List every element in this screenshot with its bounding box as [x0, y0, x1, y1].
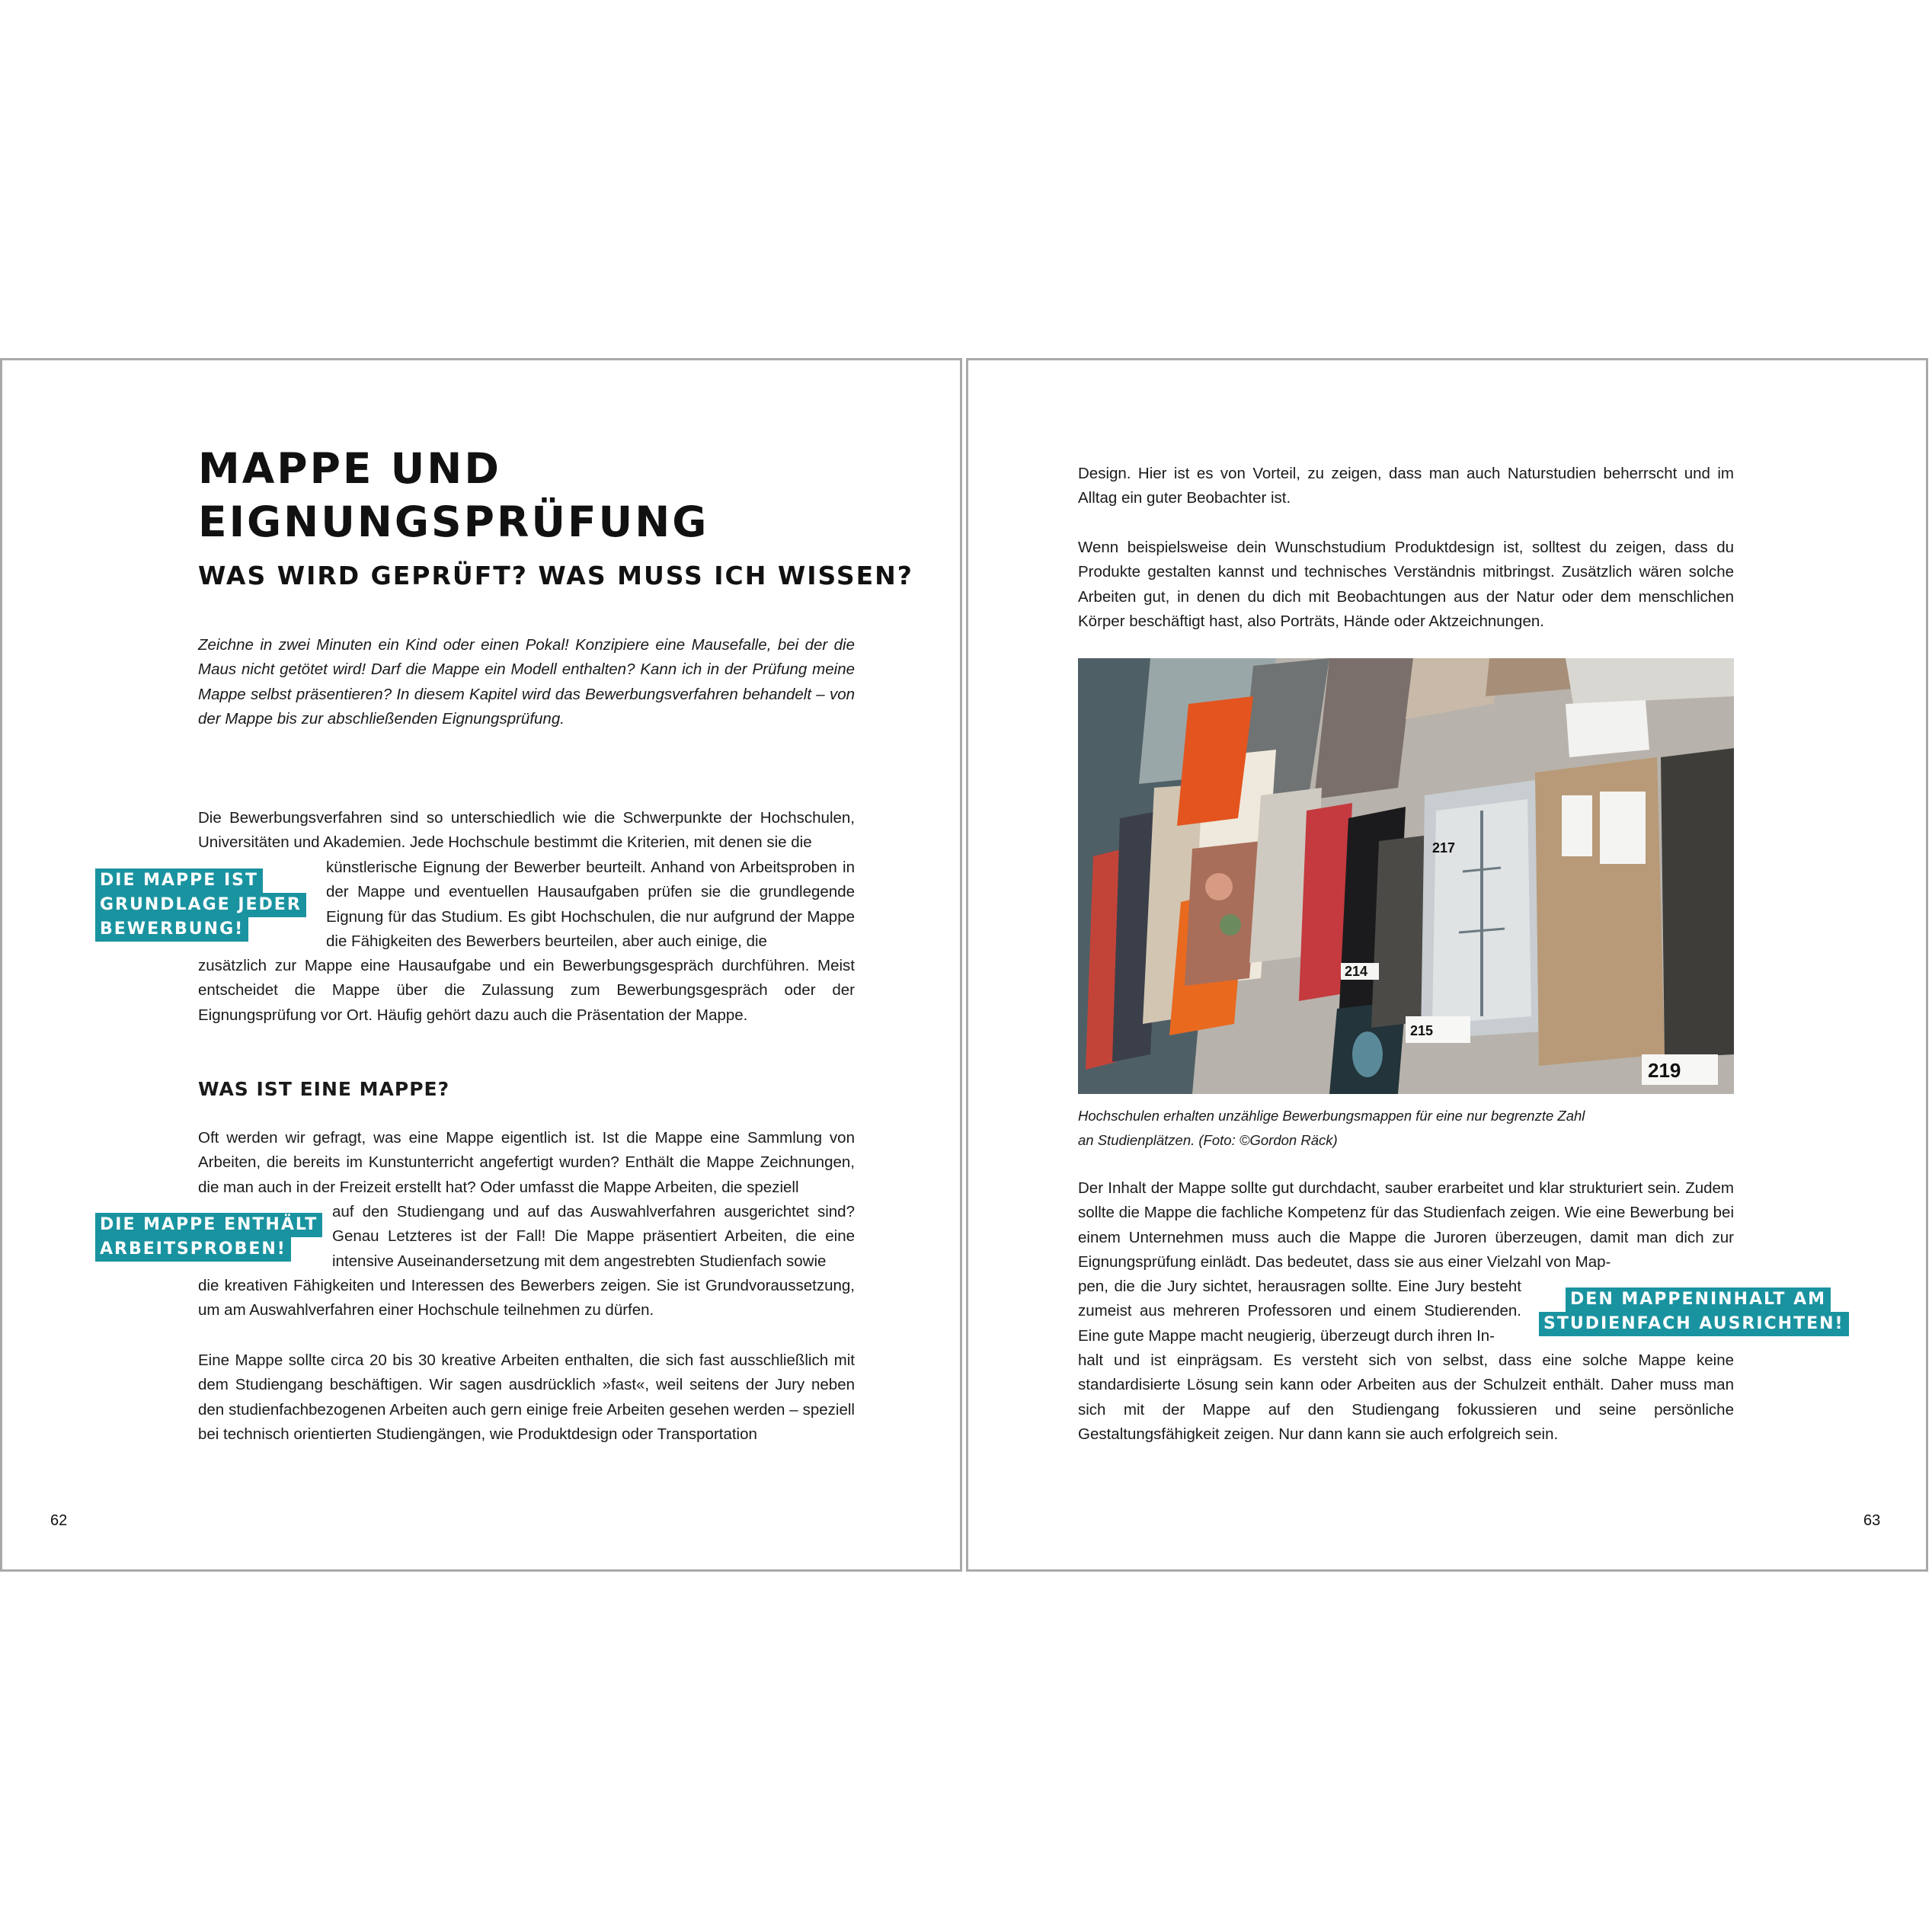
page-title: [198, 442, 709, 549]
intro-paragraph: Zeichne in zwei Minuten ein Kind oder einen Pokal! Konzipiere eine Mausefalle, bei der die Maus nicht getötet wird! Darf die Mappe ein Modell enthalten? Kann ich in der Prüfung meine Mappe selbst präsentieren? In diesem Kapitel wird das Bewerbungsverfahren behandelt – von der Mappe bis zur abschließenden Eignungsprüfung.: [198, 636, 855, 728]
callout-line: GRUNDLAGE JEDER: [95, 893, 306, 917]
page-number-right: 63: [1863, 1512, 1881, 1529]
right-paragraph-3a: Der Inhalt der Mappe sollte gut durchdacht, sauber erarbeitet und klar strukturiert sein. Zudem sollte die Mappe die fachliche Kompetenz für das Studienfach zeigen. Wie eine Bewerbung bei einem Unternehmen muss auch die Mappe die Juroren überzeugen, damit man dich zur Eignungsprüfung einlädt. Das bedeutet, dass sie aus einer Vielzahl von Map-: [1078, 1179, 1734, 1271]
page-number-left: 62: [50, 1512, 68, 1529]
right-paragraph-2: Wenn beispielsweise dein Wunschstudium Produktdesign ist, solltest du zeigen, dass du Produkte gestalten kannst und technisches Verständnis mitbringst. Zusätzlich wären solche Arbeiten gut, in denen du dich mit Beobachtungen aus der Natur oder dem menschlichen Körper beschäftigt hast, also Porträts, Hände oder Aktzeichnungen.: [1078, 539, 1734, 631]
section-heading: WAS IST EINE MAPPE?: [198, 1078, 450, 1100]
callout-arbeitsproben: [95, 1213, 322, 1262]
callout-line: DIE MAPPE ENTHÄLT: [95, 1213, 322, 1237]
body-paragraph-1b: künstlerische Eignung der Bewerber beurteilt. Anhand von Arbeitsproben in der Mappe und eventuellen Hausaufgaben prüfen sie die grundlegende Eignung für das Studium. Es gibt Hochschulen, die nur aufgrund der Mappe die Fähigkeiten des Bewerbers beurteilen, aber auch einige, die: [326, 859, 855, 951]
caption-line-2: an Studienplätzen. (Foto: ©Gordon Räck): [1078, 1132, 1338, 1148]
body-paragraph-1a: Die Bewerbungsverfahren sind so unterschiedlich wie die Schwerpunkte der Hochschulen, Universitäten und Akademien. Jede Hochschule bestimmt die Kriterien, mit denen sie die: [198, 809, 855, 852]
body-paragraph-1c: zusätzlich zur Mappe eine Hausaufgabe und ein Bewerbungsgespräch durchführen. Meist entscheidet die Mappe über die Zulassung zum Bewerbungsgespräch oder der Eignungsprüfung vor Ort. Häufig gehört dazu auch die Präsentation der Mappe.: [198, 957, 855, 1024]
body-paragraph-2b: auf den Studiengang und auf das Auswahlverfahren ausgerichtet sind? Genau Letzteres ist der Fall! Die Mappe präsentiert Arbeiten, die eine intensive Auseinandersetzung mit dem angestrebten Studienfach sowie: [332, 1203, 855, 1270]
portfolio-label-217: 217: [1432, 840, 1456, 856]
callout-line: DEN MAPPENINHALT AM: [1566, 1287, 1831, 1312]
photo-of-application-portfolios: [1078, 658, 1734, 1094]
right-paragraph-1: Design. Hier ist es von Vorteil, zu zeigen, dass man auch Naturstudien beherrscht und im Alltag ein guter Beobachter ist.: [1078, 465, 1734, 507]
callout-line: DIE MAPPE IST: [95, 868, 263, 893]
portfolio-label-215: 215: [1410, 1023, 1434, 1038]
body-paragraph-2a: Oft werden wir gefragt, was eine Mappe eigentlich ist. Ist die Mappe eine Sammlung von Arbeiten, die bereits im Kunstunterricht angefertigt wurden? Enthält die Mappe Zeichnungen, die man auch in der Freizeit erstellt hat? Oder umfasst die Mappe Arbeiten, die speziell: [198, 1129, 855, 1196]
portfolio-label-219: 219: [1648, 1059, 1681, 1082]
portfolio-photo-illustration: [1078, 658, 1734, 1094]
callout-mappeninhalt: [1539, 1287, 1844, 1336]
page-subtitle: WAS WIRD GEPRÜFT? WAS MUSS ICH WISSEN?: [198, 561, 913, 590]
title-line-2: EIGNUNGSPRÜFUNG: [198, 497, 709, 546]
callout-mappe-grundlage: [95, 868, 306, 942]
callout-line: ARBEITSPROBEN!: [95, 1237, 291, 1262]
right-paragraph-3c: halt und ist einprägsam. Es versteht sich von selbst, dass eine solche Mappe keine standardisierte Lösung sein kann oder Arbeiten aus der Schulzeit enthält. Daher muss man sich mit der Mappe auf den Studiengang fokussieren und seine persönliche Gestaltungsfähigkeit zeigen. Nur dann kann sie auch erfolgreich sein.: [1078, 1351, 1734, 1444]
callout-line: STUDIENFACH AUSRICHTEN!: [1539, 1312, 1849, 1336]
callout-line: BEWERBUNG!: [95, 917, 248, 942]
right-paragraph-3b: pen, die die Jury sichtet, herausragen sollte. Eine Jury besteht zumeist aus mehreren Professoren und einem Studierenden. Eine gute Mappe macht neugierig, überzeugt durch ihren In-: [1078, 1278, 1521, 1345]
portfolio-label-214: 214: [1345, 964, 1368, 979]
body-paragraph-2c: die kreativen Fähigkeiten und Interessen des Bewerbers zeigen. Sie ist Grundvoraussetzung, um am Auswahlverfahren einer Hochschule teilnehmen zu dürfen.: [198, 1277, 855, 1319]
caption-line-1: Hochschulen erhalten unzählige Bewerbungsmappen für eine nur begrenzte Zahl: [1078, 1108, 1585, 1124]
body-paragraph-3: Eine Mappe sollte circa 20 bis 30 kreative Arbeiten enthalten, die sich fast ausschließlich mit dem Studiengang beschäftigen. Wir sagen ausdrücklich »fast«, weil seitens der Jury neben den studienfachbezogenen Arbeiten auch gern einige freie Arbeiten gesehen werden – speziell bei technisch orientierten Studiengängen, wie Produktdesign oder Transportation: [198, 1351, 855, 1444]
title-line-1: MAPPE UND: [198, 444, 501, 493]
photo-caption: [1078, 1104, 1627, 1153]
